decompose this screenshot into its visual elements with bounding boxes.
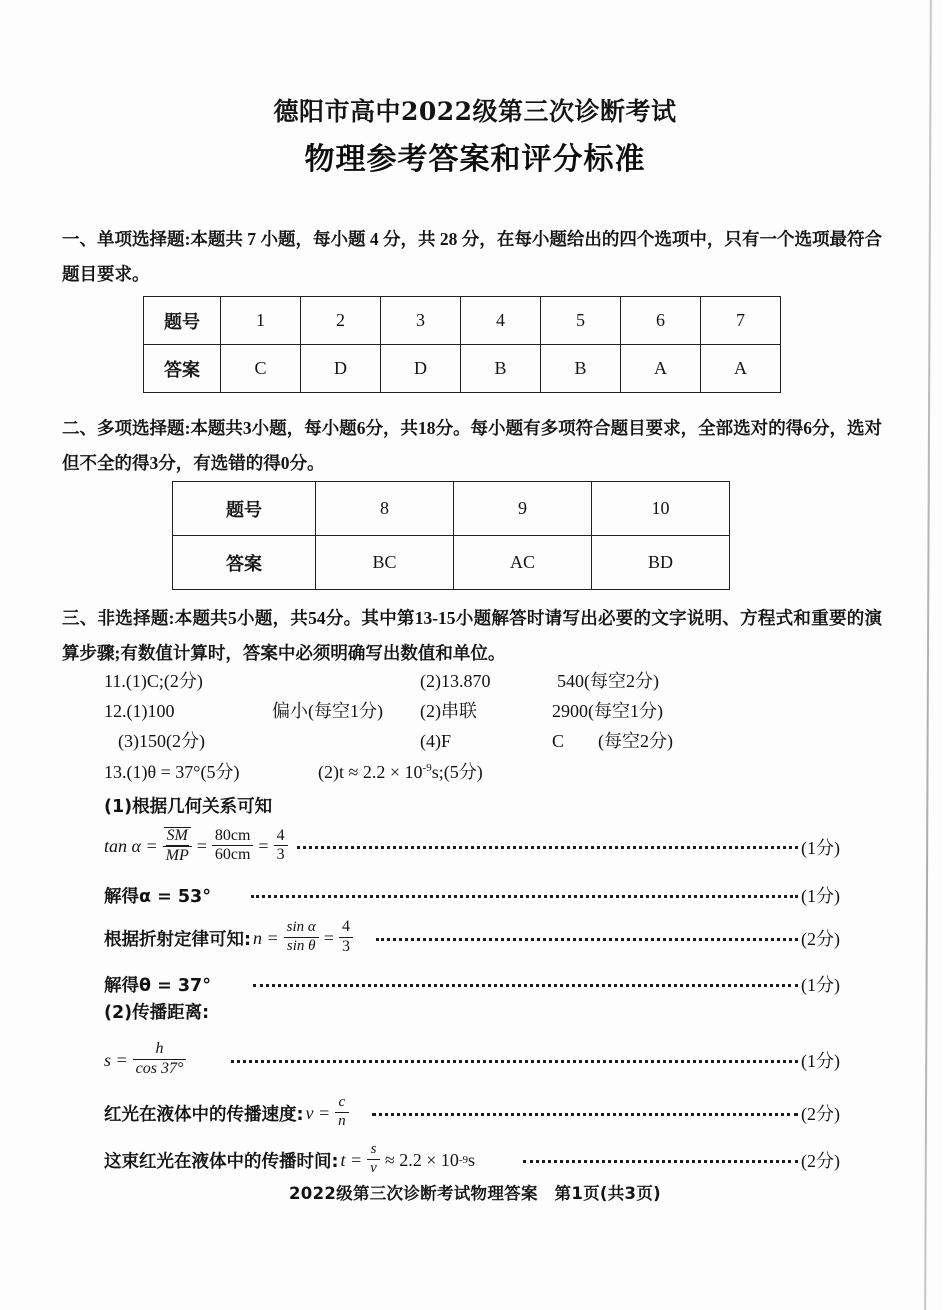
q13-s-den-cos37: cos 37° xyxy=(133,1059,187,1078)
q13-s-num-h: h xyxy=(155,1040,164,1057)
q13-refraction-den-3: 3 xyxy=(339,937,353,956)
q12-line2-col1: (3)150(2分) xyxy=(118,731,205,751)
q12-line1-col1: 12.(1)100 xyxy=(104,701,175,721)
q13-tan-frac-43 xyxy=(274,828,288,865)
q13-row-tan xyxy=(104,828,840,866)
table2-a-9: AC xyxy=(454,536,592,590)
q13-row-theta xyxy=(104,971,840,997)
q13-t-unit: s xyxy=(468,1149,476,1170)
section-two-text: :本题共3小题，每小题6分，共18分。每小题有多项符合题目要求，全部选对的得6分，选对但不全的得3分，有选错的得0分。 xyxy=(62,418,882,473)
q11-col3: 540(每空2分) xyxy=(557,671,659,691)
table1-a-3: D xyxy=(381,345,461,393)
table-row xyxy=(144,345,781,393)
q13-refraction-frac-43 xyxy=(339,919,353,956)
q13-v-frac xyxy=(335,1095,349,1130)
q13-t-approx: ≈ 2.2 × 10 xyxy=(384,1149,459,1170)
q13-alpha-score: (1分) xyxy=(801,886,840,906)
table1-q-5: 5 xyxy=(541,297,621,345)
q13-t-frac xyxy=(367,1142,380,1177)
q12-line2-col2: (4)F xyxy=(420,731,451,751)
q12-line1-col4: 2900(每空1分) xyxy=(552,701,663,721)
multi-choice-answer-table xyxy=(172,481,730,590)
q13-t-expression xyxy=(104,1143,475,1178)
q13-v-var: v = xyxy=(305,1102,331,1123)
q13-part1-label-text: (1)根据几何关系可知 xyxy=(104,797,273,817)
table1-label-question: 题号 xyxy=(144,297,221,345)
q13-refraction-frac-sin xyxy=(284,920,319,955)
q13-header-col2 xyxy=(318,763,483,781)
section-one-intro xyxy=(62,222,882,291)
q13-t-den-v: v xyxy=(367,1159,380,1177)
q13-refraction-var: n = xyxy=(253,927,279,948)
q13-s-score: (1分) xyxy=(801,1051,840,1072)
q13-tan-num-4: 4 xyxy=(276,826,285,844)
q13-row-v xyxy=(104,1096,840,1131)
table2-q-10: 10 xyxy=(592,482,730,536)
q13-tan-den-mp-text: MP xyxy=(165,846,189,864)
dotted-leader xyxy=(523,1152,798,1163)
table1-a-6: A xyxy=(621,345,701,393)
table1-a-4: B xyxy=(461,345,541,393)
q13-row-s xyxy=(104,1042,840,1079)
dotted-leader xyxy=(231,1052,798,1063)
table1-q-3: 3 xyxy=(381,297,461,345)
q13-alpha-text: 解得α = 53° xyxy=(104,886,211,907)
q13-v-score: (2分) xyxy=(801,1104,840,1125)
q13-t-score: (2分) xyxy=(801,1151,840,1172)
q13-v-text: 红光在液体中的传播速度: xyxy=(104,1104,304,1125)
table-row xyxy=(173,536,730,590)
q13-refraction-text: 根据折射定律可知: xyxy=(104,929,251,950)
section-one-heading: 一、单项选择题 xyxy=(62,230,185,250)
q13-tan-eq1: = xyxy=(196,836,207,857)
q13-refraction-expression xyxy=(104,920,358,957)
q12-line2-col3: C xyxy=(552,731,565,751)
q13-row-t xyxy=(104,1143,840,1178)
single-choice-answer-table xyxy=(143,296,781,393)
q13-refraction-den-sint: sin θ xyxy=(284,937,319,955)
section-one-text: :本题共 7 小题，每小题 4 分，共 28 分，在每小题给出的四个选项中，只有一个选项最符合题目要求。 xyxy=(62,229,882,284)
q13-part2-label xyxy=(104,1003,209,1023)
q11-col2: (2)13.870 xyxy=(420,671,491,691)
q13-header-col1: 13.(1)θ = 37°(5分) xyxy=(104,762,240,782)
table1-a-1: C xyxy=(221,345,301,393)
q13-theta-score: (1分) xyxy=(801,975,840,995)
dotted-leader xyxy=(376,930,798,941)
q13-t-text: 这束红光在液体中的传播时间: xyxy=(104,1151,339,1172)
q13-v-den-n: n xyxy=(335,1112,349,1130)
q13-tan-num-80cm: 80cm xyxy=(214,826,251,844)
table-row xyxy=(144,297,781,345)
page-title: 德阳市高中2022级第三次诊断考试 xyxy=(273,97,677,126)
q13-s-frac xyxy=(133,1041,187,1078)
q13-tan-expression xyxy=(104,828,293,866)
table-row xyxy=(173,482,730,536)
table2-a-8: BC xyxy=(316,536,454,590)
q13-tan-den-mp xyxy=(163,846,192,865)
page-footer: 2022级第三次诊断考试物理答案 第1页(共3页) xyxy=(289,1184,661,1203)
table1-q-1: 1 xyxy=(221,297,301,345)
dotted-leader xyxy=(297,838,798,849)
q13-tan-den-60cm: 60cm xyxy=(212,845,254,864)
dotted-leader xyxy=(251,887,798,898)
q13-tan-eq2: = xyxy=(258,836,269,857)
table1-a-2: D xyxy=(301,345,381,393)
table2-q-8: 8 xyxy=(316,482,454,536)
dotted-leader xyxy=(372,1105,798,1116)
q13-tan-frac-sm-mp xyxy=(163,827,192,865)
q13-tan-den-3: 3 xyxy=(274,845,288,864)
q13-row-refraction xyxy=(104,920,840,957)
q12-line1-col3: (2)串联 xyxy=(420,701,477,721)
section-three-text: :本题共5小题，共54分。其中第13-15小题解答时请写出必要的文字说明、方程式和重要的演算步骤;有数值计算时，答案中必须明确写出数值和单位。 xyxy=(62,608,883,663)
table2-label-answer: 答案 xyxy=(173,536,316,590)
q12-line1-col2: 偏小(每空1分) xyxy=(272,701,383,721)
table1-a-5: B xyxy=(541,345,621,393)
q13-tan-num-sm: SM xyxy=(164,827,191,846)
q13-s-expression xyxy=(104,1042,191,1079)
table1-label-answer: 答案 xyxy=(144,345,221,393)
q13-s-var: s = xyxy=(104,1049,128,1070)
table1-a-7: A xyxy=(701,345,781,393)
q12-line2-col4: (每空2分) xyxy=(598,731,673,751)
q13-tan-score: (1分) xyxy=(801,837,840,858)
q13-v-expression xyxy=(104,1096,354,1131)
q13-t-exponent: -9 xyxy=(458,1154,469,1167)
q13-header-exponent: -9 xyxy=(422,762,432,774)
q13-header-col2-text: (2)t ≈ 2.2 × 10 xyxy=(318,762,423,782)
section-three-heading: 三、非选择题 xyxy=(62,609,169,629)
q11-col1: 11.(1)C;(2分) xyxy=(104,671,203,691)
q13-part1-label xyxy=(104,797,272,817)
q13-part2-label-text: (2)传播距离: xyxy=(104,1003,210,1023)
section-two-heading: 二、多项选择题 xyxy=(62,419,185,439)
dotted-leader xyxy=(253,976,798,987)
table1-q-2: 2 xyxy=(301,297,381,345)
table2-label-question: 题号 xyxy=(173,482,316,536)
q13-theta-text: 解得θ = 37° xyxy=(104,975,211,996)
q13-t-var: t = xyxy=(340,1149,363,1170)
q13-tan-frac-cm xyxy=(212,828,254,865)
table2-q-9: 9 xyxy=(454,482,592,536)
q13-refraction-eq: = xyxy=(323,927,334,948)
q13-tan-fn: tan α = xyxy=(104,836,158,857)
page-subtitle: 物理参考答案和评分标准 xyxy=(304,142,646,177)
q13-refraction-score: (2分) xyxy=(801,929,840,950)
q13-header-col2-tail: s;(5分) xyxy=(431,762,483,782)
q13-row-alpha xyxy=(104,882,840,908)
scan-edge-line xyxy=(924,0,932,1310)
table1-q-7: 7 xyxy=(701,297,781,345)
table1-q-4: 4 xyxy=(461,297,541,345)
table2-a-10: BD xyxy=(592,536,730,590)
table1-q-6: 6 xyxy=(621,297,701,345)
q13-refraction-num-4: 4 xyxy=(341,918,350,935)
q13-v-num-c: c xyxy=(338,1094,346,1110)
section-two-intro xyxy=(62,411,882,480)
q13-t-num-s: s xyxy=(370,1141,377,1157)
section-three-intro xyxy=(62,601,882,670)
q13-refraction-num-sina: sin α xyxy=(286,919,316,936)
scan-margin xyxy=(941,0,950,1310)
